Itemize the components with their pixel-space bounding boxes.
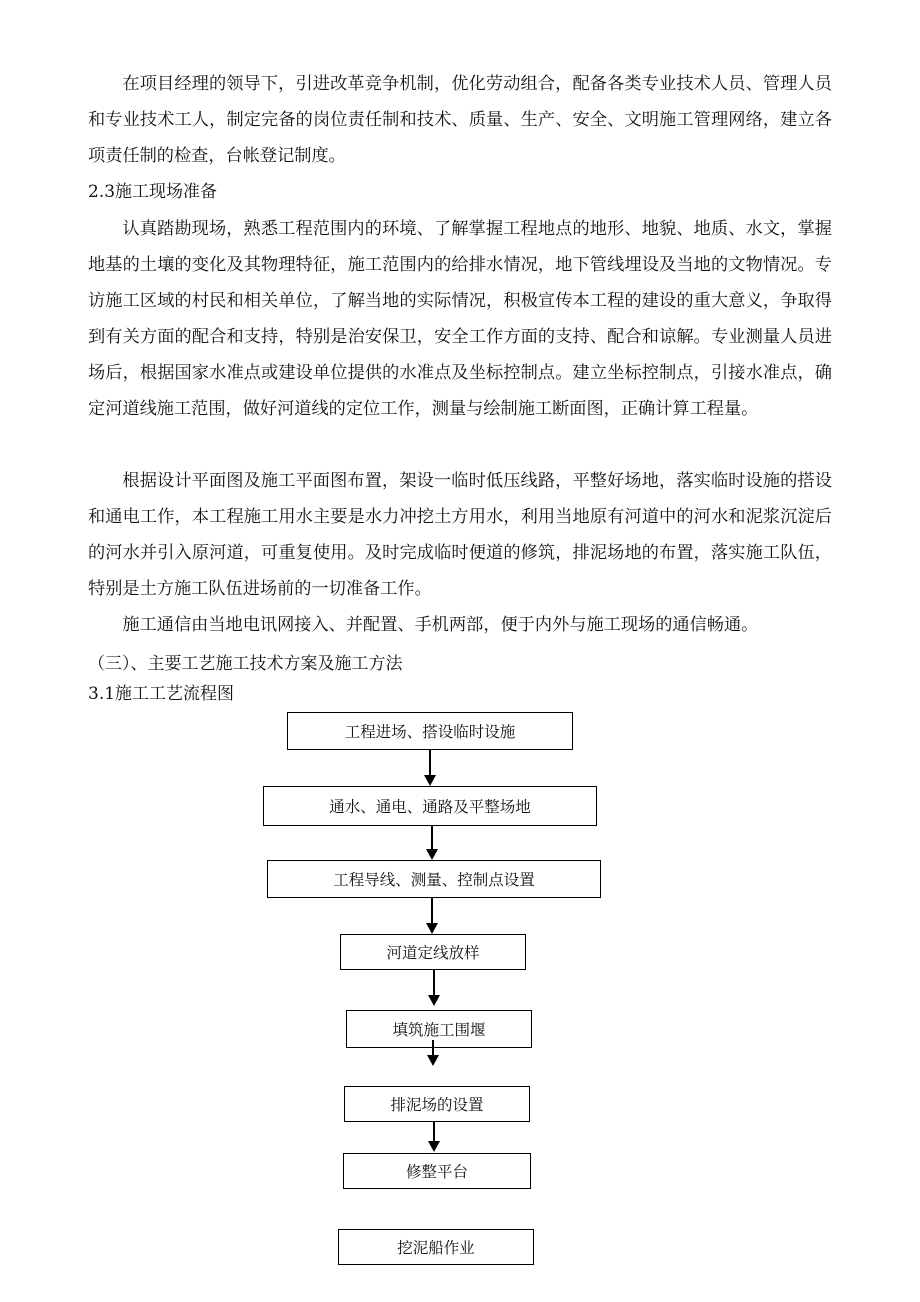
section-heading-2-3: 2.3施工现场准备 bbox=[88, 182, 218, 202]
flow-step-cofferdam: 填筑施工围堰 bbox=[346, 1010, 532, 1048]
paragraph-communication: 施工通信由当地电讯网接入、并配置、手机两部，便于内外与施工现场的通信畅通。 bbox=[122, 615, 759, 635]
flow-step-layout: 河道定线放样 bbox=[340, 934, 526, 970]
flow-step-mud-yard: 排泥场的设置 bbox=[344, 1086, 530, 1122]
paragraph-management: 在项目经理的领导下，引进改革竞争机制，优化劳动组合，配备各类专业技术人员、管理人员和专业技术工人，制定完备的岗位责任制和技术、质量、生产、安全、文明施工管理网络，建立各项责任制的检查，台帐登记制度。 bbox=[88, 74, 832, 166]
flow-arrow bbox=[433, 970, 435, 1004]
section-heading-3: （三）、主要工艺施工技术方案及施工方法 bbox=[88, 654, 403, 674]
paragraph-site-survey: 认真踏勘现场，熟悉工程范围内的环境、了解掌握工程地点的地形、地貌、地质、水文，掌握地基的土壤的变化及其物理特征，施工范围内的给排水情况，地下管线埋设及当地的文物情况。专访施工区域的村民和相关单位，了解当地的实际情况，积极宣传本工程的建设的重大意义，争取得到有关方面的配合和支持，特别是治安保卫，安全工作方面的支持、配合和谅解。专业测量人员进场后，根据国家水准点或建设单位提供的水准点及坐标控制点。建立坐标控制点，引接水准点，确定河道线施工范围，做好河道线的定位工作，测量与绘制施工断面图，正确计算工程量。 bbox=[88, 219, 832, 419]
paragraph-temporary-facilities: 根据设计平面图及施工平面图布置，架设一临时低压线路，平整好场地，落实临时设施的搭设和通电工作，本工程施工用水主要是水力冲挖土方用水，利用当地原有河道中的河水和泥浆沉淀后的河水并引入原河道，可重复使用。及时完成临时便道的修筑，排泥场地的布置，落实施工队伍，特别是土方施工队伍进场前的一切准备工作。 bbox=[88, 471, 832, 599]
flow-step-utilities: 通水、通电、通路及平整场地 bbox=[263, 786, 597, 826]
flow-arrow bbox=[431, 898, 433, 932]
flow-step-dredging: 挖泥船作业 bbox=[338, 1229, 534, 1265]
section-heading-3-1: 3.1施工工艺流程图 bbox=[88, 684, 235, 704]
flow-step-survey: 工程导线、测量、控制点设置 bbox=[267, 860, 601, 898]
flow-arrow bbox=[431, 826, 433, 858]
flow-step-site-entry: 工程进场、搭设临时设施 bbox=[287, 712, 573, 750]
flow-arrow bbox=[432, 1040, 434, 1064]
flow-step-platform: 修整平台 bbox=[343, 1153, 531, 1189]
flow-arrow bbox=[429, 750, 431, 784]
flow-arrow bbox=[433, 1122, 435, 1150]
